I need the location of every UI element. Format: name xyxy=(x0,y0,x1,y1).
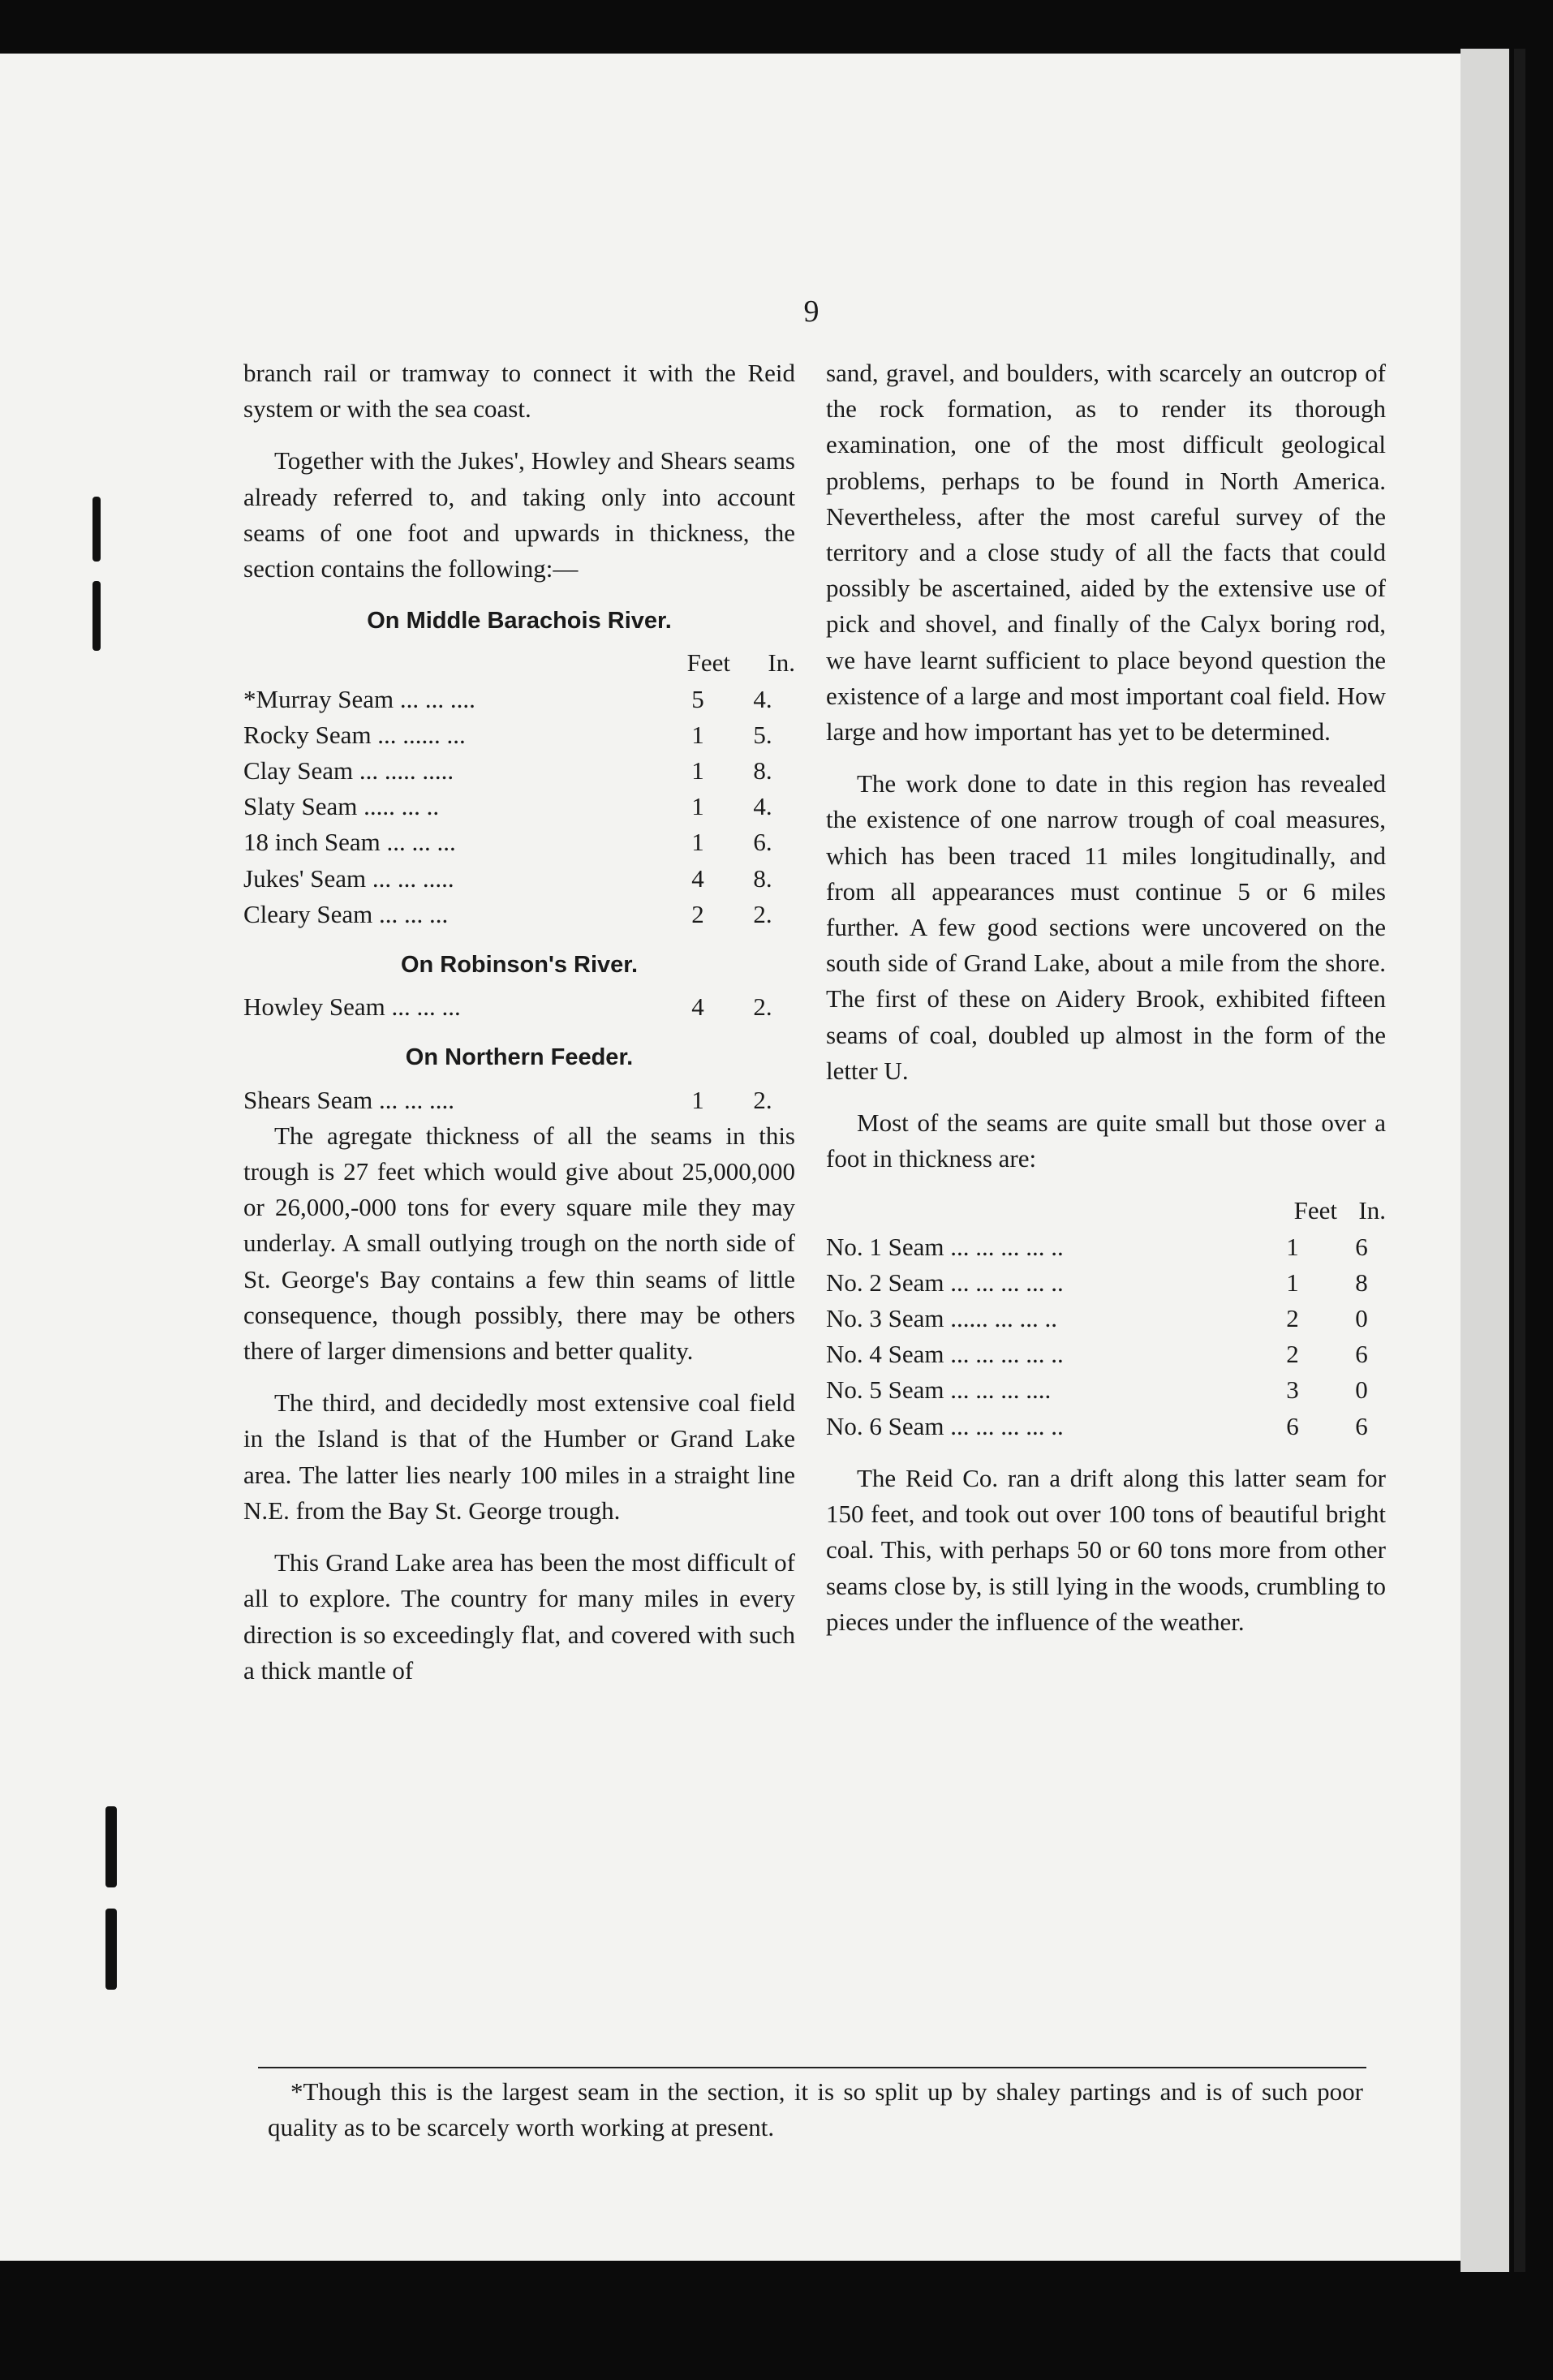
seam-inches: 2. xyxy=(753,1085,772,1114)
table-row xyxy=(243,717,795,753)
table-header xyxy=(826,1193,1386,1229)
seam-name: Shears Seam ... ... .... xyxy=(243,1085,455,1114)
table-row xyxy=(826,1301,1386,1336)
seam-name: No. 5 Seam ... ... ... .... xyxy=(826,1375,1052,1405)
seam-name: *Murray Seam ... ... .... xyxy=(243,684,475,713)
table-row xyxy=(243,753,795,789)
seam-name: Jukes' Seam ... ... ..... xyxy=(243,863,454,893)
seam-inches: 6. xyxy=(753,828,772,857)
seam-feet: 2 xyxy=(1286,1304,1299,1333)
paragraph: The work done to date in this region has revealed the existence of one narrow trough of coal measures, which has been traced 11 miles longitudinally, and from all appearances must continue 5 or 6 miles further. A few good sections were uncovered on the south side of Grand Lake, about a mile from the shore. The first of these on Aidery Brook, exhibited fifteen seams of coal, doubled up almost in the form of the letter U. xyxy=(826,769,1386,1085)
binding-hole-mark xyxy=(92,497,101,562)
table-row xyxy=(243,861,795,897)
seam-feet: 5 xyxy=(691,684,704,713)
seam-inches: 6 xyxy=(1355,1232,1368,1261)
footnote: *Though this is the largest seam in the section, it is so split up by shaley partings and is of such poor quality as to be scarcely worth working at present. xyxy=(268,2077,1363,2141)
feet-header: Feet xyxy=(686,648,730,678)
seam-inches: 8. xyxy=(753,863,772,893)
seam-name: No. 2 Seam ... ... ... ... .. xyxy=(826,1267,1064,1297)
seam-name: No. 4 Seam ... ... ... ... .. xyxy=(826,1340,1064,1369)
seam-feet: 4 xyxy=(691,992,704,1022)
table-row xyxy=(826,1265,1386,1301)
binding-hole-mark xyxy=(92,581,101,651)
paragraph: The Reid Co. ran a drift along this latter seam for 150 feet, and took out over 100 tons of beautiful bright coal. This, with perhaps 50 or 60 tons more from other seams close by, is still lying in the woods, crumbling to pieces under the influence of the weather. xyxy=(826,1463,1386,1636)
seam-feet: 1 xyxy=(691,756,704,785)
seam-feet: 1 xyxy=(691,828,704,857)
paragraph: The third, and decidedly most extensive coal field in the Island is that of the Humber or Grand Lake area. The latter lies nearly 100 miles in a straight line N.E. from the Bay St. George trough. xyxy=(243,1388,795,1525)
seam-inches: 5. xyxy=(753,720,772,749)
seam-name: No. 3 Seam ...... ... ... .. xyxy=(826,1304,1058,1333)
table-header xyxy=(243,645,795,681)
paragraph: The agregate thickness of all the seams in this trough is 27 feet which would give about 25,000,000 or 26,000,-000 tons for every square mile they may underlay. A small outlying trough on the north side of St. George's Bay contains a few thin seams of little consequence, though possibly, there may be others there of larger dimensions and better quality. xyxy=(243,1121,795,1366)
seam-name: No. 1 Seam ... ... ... ... .. xyxy=(826,1232,1064,1261)
seam-name: Clay Seam ... ..... ..... xyxy=(243,756,454,785)
seam-inches: 8. xyxy=(753,756,772,785)
section-heading: On Northern Feeder. xyxy=(405,1044,634,1071)
seam-inches: 4. xyxy=(753,792,772,821)
table-row xyxy=(826,1336,1386,1372)
seam-feet: 3 xyxy=(1286,1375,1299,1405)
seam-inches: 0 xyxy=(1355,1304,1368,1333)
seam-feet: 2 xyxy=(691,899,704,928)
inches-header: In. xyxy=(1358,1196,1386,1225)
binding-hole-mark xyxy=(105,1909,117,1990)
paragraph: Most of the seams are quite small but those over a foot in thickness are: xyxy=(826,1108,1386,1173)
page-edge xyxy=(1514,49,1525,2272)
paragraph: sand, gravel, and boulders, with scarcely an outcrop of the rock formation, as to render its thorough examination, one of the most difficult geological problems, perhaps to be found in North America. Nevertheless, after the most careful survey of the territory and a close study of all the facts that could possibly be ascertained, aided by the extensive use of pick and shovel, and finally of the Calyx boring rod, we have learnt sufficient to place beyond question the existence of a large and most important coal field. How large and how important has yet to be determined. xyxy=(826,359,1386,747)
table-row xyxy=(243,682,795,717)
seam-feet: 1 xyxy=(691,720,704,749)
left-column xyxy=(243,355,795,1705)
table-row xyxy=(826,1229,1386,1265)
seam-feet: 1 xyxy=(691,1085,704,1114)
table-row xyxy=(826,1372,1386,1408)
seam-inches: 4. xyxy=(753,684,772,713)
seam-feet: 2 xyxy=(1286,1340,1299,1369)
seam-feet: 1 xyxy=(691,792,704,821)
seam-name: Rocky Seam ... ...... ... xyxy=(243,720,466,749)
footnote-rule xyxy=(258,2067,1366,2068)
paragraph: This Grand Lake area has been the most difficult of all to explore. The country for many miles in every direction is so exceedingly flat, and covered with such a thick mantle of xyxy=(243,1548,795,1685)
seam-name: No. 6 Seam ... ... ... ... .. xyxy=(826,1411,1064,1440)
page-binding-shadow xyxy=(1461,49,1509,2272)
binding-hole-mark xyxy=(105,1806,117,1887)
seam-table xyxy=(826,1229,1386,1444)
seam-feet: 4 xyxy=(691,863,704,893)
seam-inches: 2. xyxy=(753,899,772,928)
feet-header: Feet xyxy=(1293,1196,1337,1225)
table-row xyxy=(243,989,795,1025)
seam-table xyxy=(243,682,795,932)
seam-inches: 6 xyxy=(1355,1411,1368,1440)
seam-name: 18 inch Seam ... ... ... xyxy=(243,828,456,857)
seam-feet: 1 xyxy=(1286,1267,1299,1297)
page-number: 9 xyxy=(803,295,820,329)
seam-feet: 6 xyxy=(1286,1411,1299,1440)
seam-inches: 8 xyxy=(1355,1267,1368,1297)
seam-inches: 6 xyxy=(1355,1340,1368,1369)
table-row xyxy=(243,897,795,932)
table-row xyxy=(826,1409,1386,1444)
paragraph: branch rail or tramway to connect it with the Reid system or with the sea coast. xyxy=(243,359,795,424)
right-column xyxy=(826,355,1386,1656)
seam-inches: 2. xyxy=(753,992,772,1022)
seam-inches: 0 xyxy=(1355,1375,1368,1405)
section-heading: On Middle Barachois River. xyxy=(367,608,672,635)
table-row xyxy=(243,789,795,824)
seam-feet: 1 xyxy=(1286,1232,1299,1261)
seam-name: Cleary Seam ... ... ... xyxy=(243,899,449,928)
section-heading: On Robinson's River. xyxy=(400,952,639,979)
paragraph: Together with the Jukes', Howley and Shears seams already referred to, and taking only into account seams of one foot and upwards in thickness, the section contains the following:— xyxy=(243,446,795,583)
table-row xyxy=(243,824,795,860)
seam-name: Slaty Seam ..... ... .. xyxy=(243,792,440,821)
table-row xyxy=(243,1082,795,1118)
inches-header: In. xyxy=(768,648,795,678)
seam-name: Howley Seam ... ... ... xyxy=(243,992,461,1022)
